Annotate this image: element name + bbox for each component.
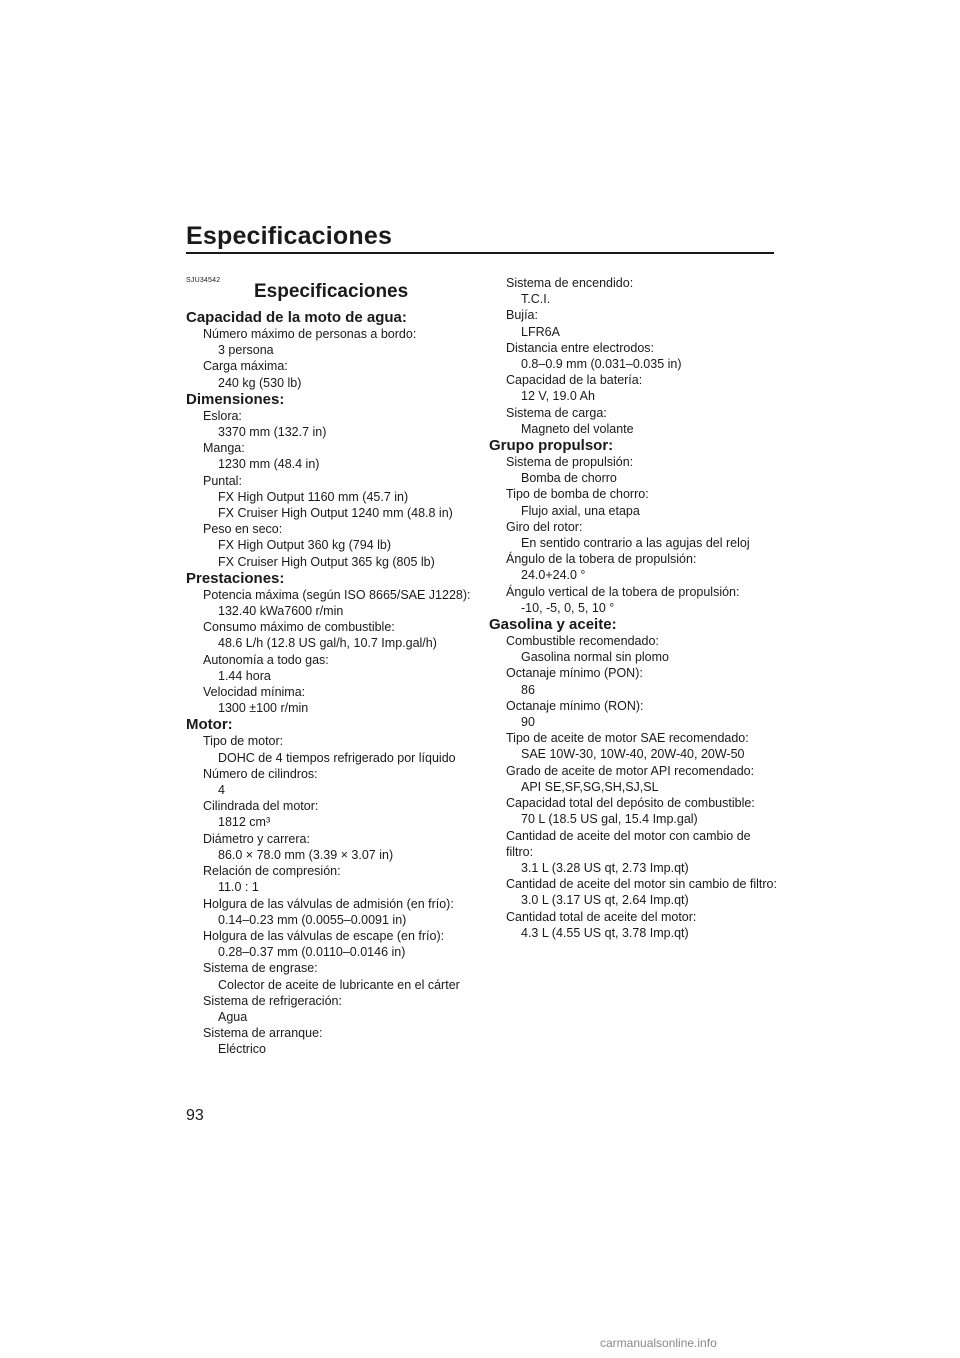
spec-label: Tipo de motor:: [203, 734, 284, 749]
spec-value: 3 persona: [218, 343, 274, 358]
spec-value: SAE 10W-30, 10W-40, 20W-40, 20W-50: [521, 747, 745, 762]
spec-label: Puntal:: [203, 473, 242, 488]
doc-code: SJU34542: [186, 277, 221, 284]
spec-label: Capacidad de la batería:: [506, 373, 643, 388]
spec-label: Carga máxima:: [203, 359, 288, 374]
spec-label: Potencia máxima (según ISO 8665/SAE J1228):: [203, 587, 471, 602]
section-title: Prestaciones:: [186, 569, 285, 587]
spec-label: Diámetro y carrera:: [203, 831, 310, 846]
spec-value: Eléctrico: [218, 1042, 266, 1057]
section-title: Gasolina y aceite:: [489, 616, 617, 634]
spec-label: Ángulo vertical de la tobera de propulsión:: [506, 584, 740, 599]
spec-value: API SE,SF,SG,SH,SJ,SL: [521, 779, 659, 794]
spec-value: 0.14–0.23 mm (0.0055–0.0091 in): [218, 912, 407, 927]
left-column: [186, 276, 486, 1058]
spec-label: Tipo de bomba de chorro:: [506, 487, 649, 502]
spec-value: 86: [521, 682, 535, 697]
spec-value: 48.6 L/h (12.8 US gal/h, 10.7 Imp.gal/h): [218, 636, 437, 651]
spec-section: [186, 391, 486, 570]
spec-value: Flujo axial, una etapa: [521, 503, 640, 518]
spec-label: Cantidad de aceite del motor con cambio de: [506, 828, 751, 843]
spec-value: 0.8–0.9 mm (0.031–0.035 in): [521, 357, 682, 372]
spec-label: Autonomía a todo gas:: [203, 652, 329, 667]
section-title: Motor:: [186, 716, 233, 734]
spec-value: 1300 ±100 r/min: [218, 701, 309, 716]
spec-value: 86.0 × 78.0 mm (3.39 × 3.07 in): [218, 847, 394, 862]
spec-value: 3370 mm (132.7 in): [218, 425, 327, 440]
spec-value: 240 kg (530 lb): [218, 375, 302, 390]
spec-label: Sistema de refrigeración:: [203, 993, 342, 1008]
spec-label: Velocidad mínima:: [203, 685, 306, 700]
spec-value: Colector de aceite de lubricante en el cárter: [218, 977, 460, 992]
spec-section: [186, 570, 486, 717]
spec-label: Número de cilindros:: [203, 766, 318, 781]
spec-section: [489, 437, 789, 616]
spec-label: Holgura de las válvulas de admisión (en frío):: [203, 896, 454, 911]
right-sections: [489, 437, 789, 941]
spec-value: 1.44 hora: [218, 668, 271, 683]
spec-label: Octanaje mínimo (RON):: [506, 698, 644, 713]
spec-label: Consumo máximo de combustible:: [203, 620, 395, 635]
main-heading: Especificaciones: [254, 281, 409, 302]
page-number: 93: [186, 1107, 204, 1124]
header-rule: [186, 252, 774, 254]
spec-value: 0.28–0.37 mm (0.0110–0.0146 in): [218, 945, 406, 960]
spec-label: Sistema de encendido:: [506, 276, 634, 290]
spec-label: Grado de aceite de motor API recomendado:: [506, 763, 755, 778]
spec-label: Ángulo de la tobera de propulsión:: [506, 552, 697, 567]
spec-value: Gasolina normal sin plomo: [521, 650, 669, 665]
spec-section: [489, 616, 789, 941]
spec-section: [186, 309, 486, 391]
spec-section: [186, 716, 486, 1057]
spec-value: FX Cruiser High Output 365 kg (805 lb): [218, 554, 435, 569]
right-column: [489, 275, 789, 941]
spec-value: 132.40 kWa7600 r/min: [218, 604, 344, 619]
spec-label: Bujía:: [506, 308, 538, 323]
spec-value: 3.1 L (3.28 US qt, 2.73 Imp.qt): [521, 860, 689, 875]
section-title: Dimensiones:: [186, 390, 285, 408]
spec-label: Giro del rotor:: [506, 519, 583, 534]
spec-value: FX Cruiser High Output 1240 mm (48.8 in): [218, 506, 453, 521]
spec-label: Cilindrada del motor:: [203, 799, 319, 814]
spec-value: 4.3 L (4.55 US qt, 3.78 Imp.qt): [521, 925, 689, 940]
spec-label: Relación de compresión:: [203, 864, 341, 879]
spec-label: Tipo de aceite de motor SAE recomendado:: [506, 731, 749, 746]
spec-value: FX High Output 1160 mm (45.7 in): [218, 489, 409, 504]
spec-label: Combustible recomendado:: [506, 634, 659, 649]
spec-value: 4: [218, 783, 225, 798]
spec-value: 1812 cm³: [218, 815, 271, 830]
spec-value: LFR6A: [521, 324, 560, 339]
spec-value: 3.0 L (3.17 US qt, 2.64 Imp.qt): [521, 893, 689, 908]
spec-label: Sistema de arranque:: [203, 1026, 323, 1041]
spec-value: 1230 mm (48.4 in): [218, 457, 320, 472]
spec-label: Número máximo de personas a bordo:: [203, 327, 417, 341]
spec-value: 11.0 : 1: [218, 880, 259, 895]
spec-label: Manga:: [203, 441, 245, 456]
footer-watermark: carmanualsonline.info: [600, 1336, 717, 1350]
spec-value: Agua: [218, 1009, 248, 1024]
spec-label: Capacidad total del depósito de combustible:: [506, 796, 755, 811]
spec-label: Cantidad de aceite del motor sin cambio de filtro:: [506, 877, 777, 892]
section-title: Grupo propulsor:: [489, 437, 614, 455]
spec-value: 90: [521, 715, 535, 730]
spec-label: Peso en seco:: [203, 522, 283, 537]
spec-value: Magneto del volante: [521, 421, 634, 436]
spec-label: Cantidad total de aceite del motor:: [506, 909, 697, 924]
left-sections: [186, 309, 486, 1058]
spec-value: Bomba de chorro: [521, 471, 617, 486]
spec-value: FX High Output 360 kg (794 lb): [218, 538, 392, 553]
spec-value: 24.0+24.0 °: [521, 568, 586, 583]
spec-value: 12 V, 19.0 Ah: [521, 389, 595, 404]
spec-label: Distancia entre electrodos:: [506, 340, 654, 355]
spec-value: 70 L (18.5 US gal, 15.4 Imp.gal): [521, 812, 698, 827]
spec-value: T.C.I.: [521, 292, 551, 307]
spec-label-continuation: filtro:: [506, 844, 534, 859]
spec-label: Octanaje mínimo (PON):: [506, 666, 643, 681]
spec-value: En sentido contrario a las agujas del reloj: [521, 536, 750, 551]
spec-label: Sistema de engrase:: [203, 961, 318, 976]
spec-label: Sistema de carga:: [506, 405, 607, 420]
spec-label: Holgura de las válvulas de escape (en frío):: [203, 928, 445, 943]
spec-label: Sistema de propulsión:: [506, 455, 634, 470]
spec-value: DOHC de 4 tiempos refrigerado por líquido: [218, 750, 456, 765]
spec-value: -10, -5, 0, 5, 10 °: [521, 600, 615, 615]
right-continuation: [489, 275, 789, 437]
page-title: Especificaciones: [186, 222, 393, 250]
spec-label: Eslora:: [203, 408, 242, 423]
section-title: Capacidad de la moto de agua:: [186, 309, 407, 326]
